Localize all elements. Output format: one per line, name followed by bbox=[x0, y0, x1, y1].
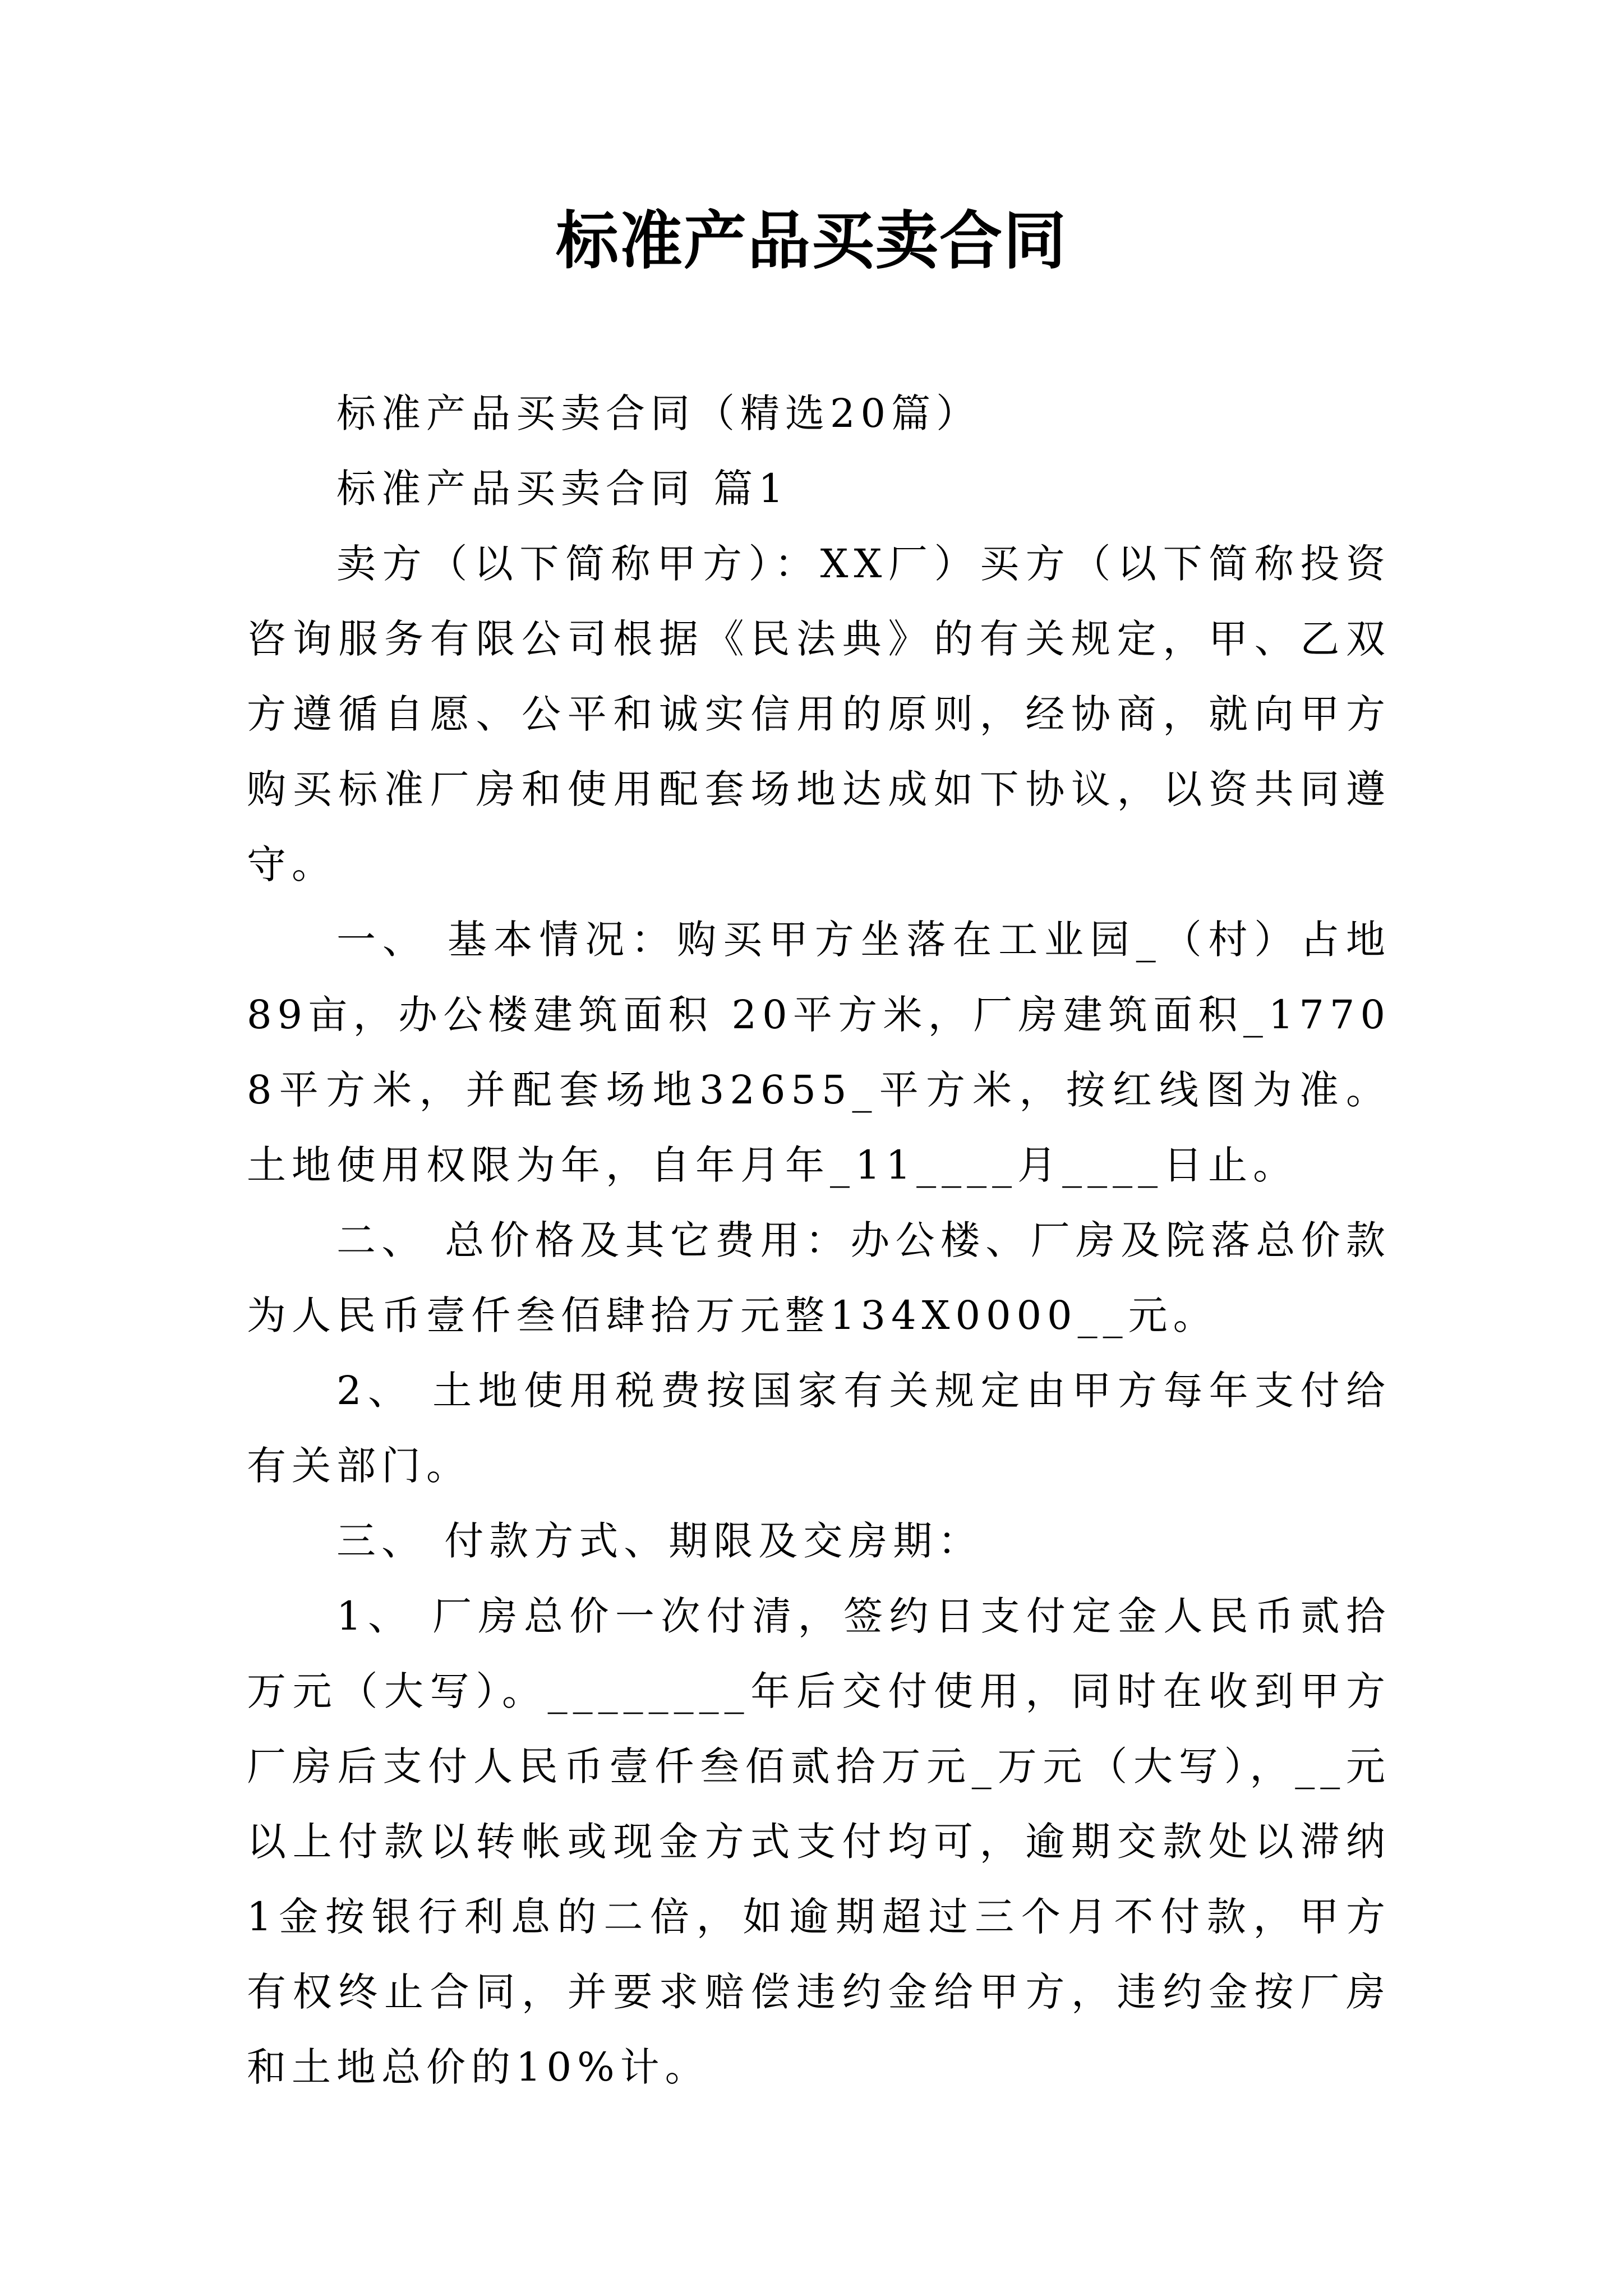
document-body bbox=[247, 376, 1391, 2105]
paragraph-payment-heading: 三、 付款方式、期限及交房期： bbox=[336, 1518, 983, 1564]
document-title: 标准产品买卖合同 bbox=[556, 204, 1067, 278]
paragraph-collection-title: 标准产品买卖合同（精选20篇） bbox=[336, 390, 981, 436]
paragraph-land-tax: 2、 土地使用税费按国家有关规定由甲方每年支付给有关部门。 bbox=[247, 1368, 1391, 1489]
paragraph-section-heading: 标准产品买卖合同 篇1 bbox=[336, 466, 789, 512]
paragraph-payment-terms: 1、 厂房总价一次付清，签约日支付定金人民币贰拾万元（大写）。________年后交付使用，同时在收到甲方厂房后支付人民币壹仟叁佰贰拾万元_万元（大写），__元以上付款以转帐或现金方式支付均可，逾期交款处以滞纳 1金按银行利息的二倍，如逾期超过三个月不付款，甲方有权终止合同，并要求赔偿违约金给甲方，违约金按厂房和土地总价的10%计。 bbox=[247, 1593, 1391, 2090]
paragraph-total-price: 二、 总价格及其它费用：办公楼、厂房及院落总价款为人民币壹仟叁佰肆拾万元整134X0000__元。 bbox=[247, 1217, 1391, 1338]
paragraph-basic-info: 一、 基本情况：购买甲方坐落在工业园_（村）占地89亩，办公楼建筑面积 20平方米，厂房建筑面积_17708平方米，并配套场地32655_平方米，按红线图为准。土地使用权限为年，自年月年_11____月____日止。 bbox=[247, 917, 1391, 1188]
paragraph-parties: 卖方（以下简称甲方）：XX厂）买方（以下简称投资咨询服务有限公司根据《民法典》的有关规定，甲、乙双方遵循自愿、公平和诚实信用的原则，经协商，就向甲方购买标准厂房和使用配套场地达成如下协议，以资共同遵守。 bbox=[247, 541, 1391, 887]
